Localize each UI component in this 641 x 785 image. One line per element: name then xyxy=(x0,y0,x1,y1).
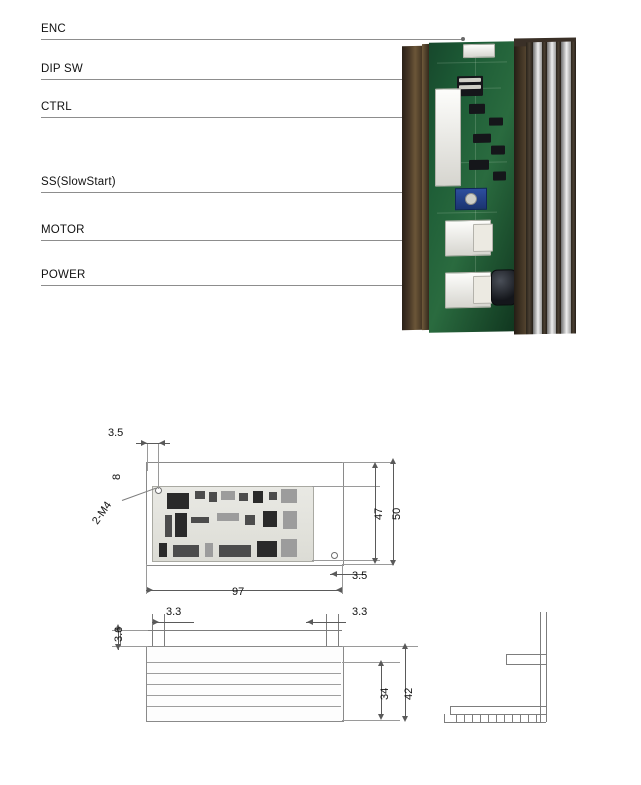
profile-fin-tooth xyxy=(480,714,481,722)
callout-label-ss-slowstart: SS(SlowStart) xyxy=(41,176,116,188)
profile-fin-tooth xyxy=(472,714,473,722)
dim-arrow xyxy=(372,462,378,468)
enc-connector xyxy=(463,44,495,59)
ic-chip xyxy=(489,117,503,125)
leader-line-motor xyxy=(41,240,437,241)
top-view-capacitor xyxy=(281,539,297,557)
front-view-fin-line xyxy=(147,706,341,707)
callout-label-dip-sw: DIP SW xyxy=(41,63,83,75)
callout-label-ctrl: CTRL xyxy=(41,101,72,113)
heatsink-fin xyxy=(571,41,576,333)
profile-fin-tooth xyxy=(536,714,537,722)
dim-board-height-inner: 47 xyxy=(373,507,385,520)
motor-connector-latch xyxy=(473,224,493,252)
ext-line xyxy=(342,462,394,463)
top-view-component xyxy=(159,543,167,557)
dim-arrow xyxy=(390,560,396,566)
ic-chip xyxy=(473,134,491,143)
heatsink-fin xyxy=(533,42,542,334)
profile-base-left-edge xyxy=(450,706,451,714)
ext-line xyxy=(342,720,400,721)
dim-arrow xyxy=(307,619,313,625)
dip-switch-actuator xyxy=(459,85,481,89)
top-view-component xyxy=(253,491,263,503)
dim-hole-offset-top: 8 xyxy=(111,473,123,480)
profile-back-wall-inner xyxy=(546,612,547,722)
ext-line xyxy=(338,614,339,646)
profile-fin-tooth xyxy=(520,714,521,722)
heatsink-base xyxy=(514,42,526,334)
top-view-component xyxy=(173,545,199,557)
power-connector-latch xyxy=(473,276,493,304)
heatsink-left-block xyxy=(402,46,424,330)
dim-arrow xyxy=(115,644,121,650)
profile-fin-tooth xyxy=(512,714,513,722)
top-view-component xyxy=(205,543,213,557)
leader-line-dip-sw xyxy=(41,79,432,80)
profile-tab-edge xyxy=(506,654,507,664)
dim-arrow xyxy=(159,440,165,446)
top-view-component xyxy=(245,515,255,525)
callout-label-enc: ENC xyxy=(41,23,66,35)
top-view-component xyxy=(239,493,248,501)
heatsink-fin xyxy=(547,42,556,334)
ext-line xyxy=(342,564,343,594)
profile-fin-tooth xyxy=(488,714,489,722)
profile-fin-tooth xyxy=(496,714,497,722)
top-view-component xyxy=(167,493,189,509)
dim-hole-offset-left: 3.5 xyxy=(108,427,124,439)
top-view-connector xyxy=(219,545,251,557)
callout-label-motor: MOTOR xyxy=(41,224,85,236)
dip-switch-actuator xyxy=(459,78,481,82)
heatsink-fin xyxy=(526,42,533,334)
top-view-component xyxy=(263,511,277,527)
dim-arrow xyxy=(141,440,147,446)
dim-arrow xyxy=(336,587,342,593)
ext-line xyxy=(164,614,165,646)
dim-arrow xyxy=(402,643,408,649)
ext-line xyxy=(147,443,148,471)
dim-arrow xyxy=(390,458,396,464)
dim-fin-offset-left: 3.3 xyxy=(166,606,182,618)
pcb-board xyxy=(429,41,515,333)
dim-arrow xyxy=(378,660,384,666)
dim-fin-thickness: 3.6 xyxy=(113,626,125,642)
ic-chip xyxy=(493,171,506,180)
leader-line-power xyxy=(41,285,437,286)
dim-hole-offset-right: 3.5 xyxy=(352,570,368,582)
dim-arrow xyxy=(402,716,408,722)
dim-fin-offset-right: 3.3 xyxy=(352,606,368,618)
dim-outer-height: 42 xyxy=(403,687,415,700)
top-view-component xyxy=(281,489,297,503)
ext-line xyxy=(342,662,400,663)
profile-base-left-lip xyxy=(444,714,445,722)
profile-base-bottom xyxy=(444,722,546,723)
top-view-component xyxy=(175,513,187,537)
top-view-pcb xyxy=(152,486,314,562)
profile-tab-top xyxy=(506,654,546,655)
dim-arrow xyxy=(372,558,378,564)
ctrl-connector xyxy=(435,88,461,186)
leader-line-ctrl xyxy=(41,117,442,118)
pcb-trace xyxy=(437,61,507,63)
dim-arrow xyxy=(153,619,159,625)
top-view-component xyxy=(217,513,239,521)
profile-fin-tooth xyxy=(504,714,505,722)
dim-inner-height: 34 xyxy=(379,687,391,700)
profile-base-top xyxy=(450,706,546,707)
top-view-component xyxy=(221,491,235,500)
dim-arrow xyxy=(331,571,337,577)
front-view-fin-line xyxy=(147,662,341,663)
front-view-tab-top xyxy=(120,630,342,631)
front-view-fin-line xyxy=(147,684,341,685)
profile-fin-tooth xyxy=(464,714,465,722)
front-view-fin-line xyxy=(147,673,341,674)
ic-chip xyxy=(469,160,489,170)
dim-screw-note: 2-M4 xyxy=(90,499,115,527)
ext-line xyxy=(326,614,327,646)
top-view-component xyxy=(283,511,297,529)
ic-chip xyxy=(469,104,485,114)
dim-arrow xyxy=(147,587,153,593)
profile-tab-bottom xyxy=(506,664,546,665)
profile-fin-tooth xyxy=(456,714,457,722)
heatsink-right xyxy=(514,41,576,334)
ext-line xyxy=(312,486,380,487)
top-view-component xyxy=(195,491,205,499)
front-view-fin-line xyxy=(147,695,341,696)
dim-line-outer-height xyxy=(405,646,406,720)
dim-board-length: 97 xyxy=(232,586,245,598)
product-photo xyxy=(396,38,582,336)
top-view-component xyxy=(191,517,209,523)
leader-line-ss-slowstart xyxy=(41,192,442,193)
ext-line xyxy=(158,443,159,489)
ext-line xyxy=(312,560,380,561)
ic-chip xyxy=(491,145,505,154)
callout-label-power: POWER xyxy=(41,269,86,281)
heatsink-fin xyxy=(561,42,571,334)
top-view-component xyxy=(209,492,217,502)
profile-fin-tooth xyxy=(528,714,529,722)
top-view-component xyxy=(165,515,172,537)
mounting-hole-right xyxy=(331,552,338,559)
pcb-trace xyxy=(437,212,497,214)
ext-line xyxy=(342,564,394,565)
top-view-connector xyxy=(257,541,277,557)
dim-board-height-outer: 50 xyxy=(391,507,403,520)
top-view-component xyxy=(269,492,277,500)
dim-arrow xyxy=(378,714,384,720)
